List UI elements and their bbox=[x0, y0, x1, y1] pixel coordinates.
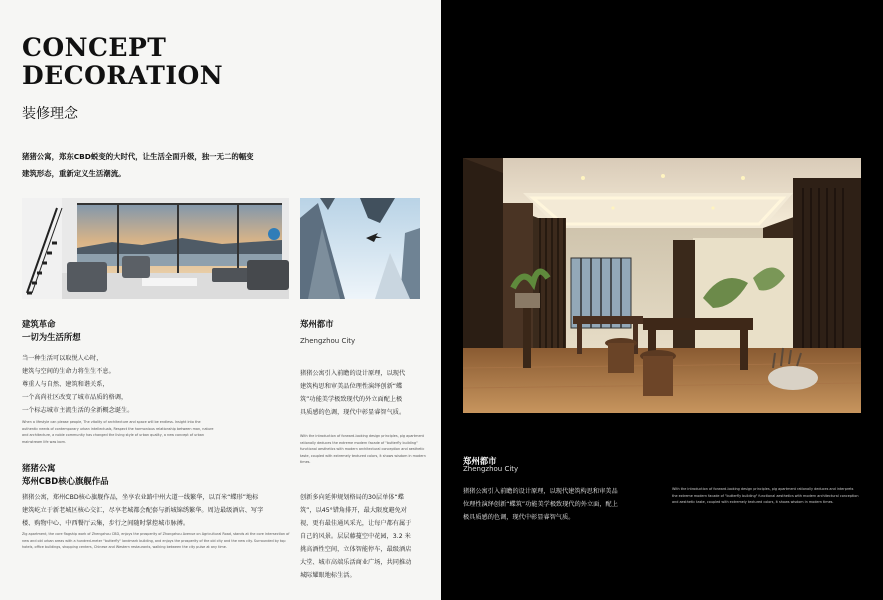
right-body-line: 位理性演绎创新“蝶筑”功能美学极致现代的外立面，配上 bbox=[463, 501, 618, 508]
living-room-photo bbox=[22, 198, 289, 299]
section3-body-line: 猪猪公寓引入前瞻的设计原理，以现代 bbox=[300, 370, 406, 377]
right-subheading: Zhengzhou City bbox=[463, 465, 519, 473]
section1-body-line: 尊重人与自然、建筑和谐关系， bbox=[22, 381, 109, 388]
section3-body bbox=[300, 367, 425, 419]
section3-heading: 郑州都市 bbox=[300, 319, 334, 329]
section4-body-line: 创新多向延伸规划格局的30层单体“蝶 bbox=[300, 494, 404, 501]
section1-heading bbox=[22, 318, 81, 344]
section2-body-line: 建筑屹立于新老城区核心交汇，尽享老城都会配套与新城锦绣繁华。周边最级酒店、写字 bbox=[22, 507, 264, 514]
section1-heading-line-1: 建筑革命 bbox=[22, 319, 56, 329]
title-line-2: DECORATION bbox=[22, 61, 224, 90]
section3-body-line: 筑”功能美学极致现代的外立面配上极 bbox=[300, 396, 403, 403]
left-page bbox=[0, 0, 441, 600]
section2-body bbox=[22, 491, 290, 530]
section2-body-line: 楼、购物中心、中西餐厅云集，步行之间随时掌控城市脉搏。 bbox=[22, 520, 190, 527]
section4-body-line: 视，更有最佳通风采光，让每户都有属于 bbox=[300, 520, 412, 527]
intro-text bbox=[22, 148, 282, 182]
title-line-1: CONCEPT bbox=[22, 33, 167, 62]
skyscraper-photo bbox=[300, 198, 420, 299]
intro-line-2: 建筑形态，重新定义生活潮流。 bbox=[22, 169, 126, 178]
right-body bbox=[463, 485, 635, 524]
section4-body-line: 挑高酒性空间，立体智能停车，最级酒店 bbox=[300, 546, 412, 553]
section1-body-line: 一个高尚社区改变了城市品质的格调， bbox=[22, 394, 128, 401]
page-subtitle: 装修理念 bbox=[22, 106, 78, 122]
section1-body bbox=[22, 352, 192, 417]
section4-body-line: 筑”，以45°错角排开，最大限度避免对 bbox=[300, 507, 407, 514]
section1-heading-line-2: 一切为生活所想 bbox=[22, 332, 81, 342]
right-body-line: 极具质感的色调，现代中彰显睿智气质。 bbox=[463, 514, 575, 521]
section4-body-line: 城际耀眼地标生活。 bbox=[300, 572, 356, 579]
right-body-line: 猪猪公寓引入前瞻的设计原理，以现代建筑构思和审美品 bbox=[463, 488, 618, 495]
section1-body-line: 建筑与空间的生命力将生生不息。 bbox=[22, 368, 115, 375]
section2-body-en: Zig apartment, the core flagship work of Zhengzhou CBD, enjoys the prosperity of Zhongzhou Avenue on Agricultural Road, stands at the core intersection of new and old urban areas with a hundred-meter "butterfly" landmark building, and enjoys the prosperity of the old city and the new city. Surrounded by top hotels, office buildings, shopping centers, Chinese and Western restaurants, walking between the city pulse at any time. bbox=[22, 532, 290, 550]
section4-body-line: 自己的风景。层层藤蔓空中花园，3.2 米 bbox=[300, 533, 411, 540]
right-heading: 郑州都市 bbox=[463, 456, 497, 466]
interior-photo bbox=[463, 158, 861, 413]
section2-heading-line-2: 郑州CBD核心旗舰作品 bbox=[22, 476, 109, 486]
section2-body-line: 猪猪公寓，郑州CBD核心旗舰作品，坐享农业路中州大道一线繁华，以百米“蝶形”地标 bbox=[22, 494, 259, 501]
section4-body-line: 大堂、城市高端乐活商业广场，共同推动 bbox=[300, 559, 412, 566]
section3-body-line: 具质感的色调，现代中彰显睿智气质。 bbox=[300, 409, 406, 416]
page-title bbox=[22, 34, 223, 90]
section1-body-line: 当一种生活可以取悦人心时， bbox=[22, 355, 103, 362]
section1-body-en: When a lifestyle can please people, The vitality of architecture and space will be endless. Insight into the authentic needs of contemporary urban intellectuals, Respect the harmonious relationship between man, nature and architecture, a noble community has changed the living style of urban quality, a new concept of urban mainstream life was born. bbox=[22, 420, 214, 444]
section1-body-line: 一个标志城市主流生活的全新概念诞生。 bbox=[22, 407, 134, 414]
intro-line-1: 猪猪公寓，郑东CBD蜕变的大时代，让生活全面升级，独一无二的幅变 bbox=[22, 152, 254, 161]
section4-body bbox=[300, 491, 433, 582]
section3-body-en: With the introduction of forward-looking design principles, pig apartment rationally deduces the extreme modern facade of "butterfly building" functional aesthetics with modern architectural conception and aesthetic taste, coupled with extremely textured colors, it shows wisdom in modern times. bbox=[300, 434, 426, 465]
section2-heading bbox=[22, 462, 108, 488]
section2-heading-line-1: 猪猪公寓 bbox=[22, 463, 56, 473]
section3-body-line: 建筑构思和审美品位理性演绎创新“蝶 bbox=[300, 383, 403, 390]
section3-subheading: Zhengzhou City bbox=[300, 337, 356, 345]
right-body-en: With the introduction of forward-looking design principles, pig apartment rationally deduces and interprets the extreme modern facade of "butterfly building" functional aesthetics with modern architectural conception and aesthetic taste, coupled with extremely textured colors, it shows wisdom in modern times. bbox=[672, 487, 859, 505]
